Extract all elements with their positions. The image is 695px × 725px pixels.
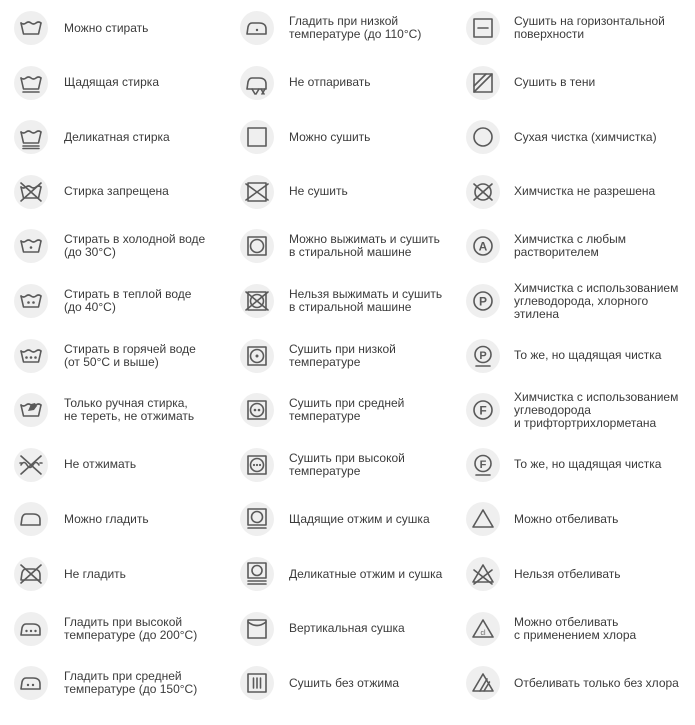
- care-symbol-label: Сушить в тени: [514, 75, 596, 90]
- tumble-dry-icon: [240, 229, 274, 263]
- tumble-dry-high-icon: [240, 448, 274, 482]
- svg-text:F: F: [479, 403, 487, 418]
- svg-text:cl: cl: [480, 629, 486, 637]
- care-symbol-label: То же, но щадящая чистка: [514, 457, 662, 472]
- care-symbol-label: Щадящие отжим и сушка: [289, 511, 430, 526]
- care-symbol-label: Можно сушить: [289, 129, 371, 144]
- washtub-icon: [14, 11, 48, 45]
- care-symbol-label: Можно отбеливать: [514, 511, 619, 526]
- care-symbol-label: Сушить без отжима: [289, 675, 400, 690]
- care-symbol-label: Не сушить: [289, 184, 348, 199]
- care-symbol-label: Стирка запрещена: [64, 184, 169, 199]
- svg-text:P: P: [478, 294, 488, 309]
- care-symbol-label: Химчистка с любым растворителем: [514, 232, 627, 260]
- no-steam-icon: [240, 66, 274, 100]
- care-symbol-label: Химчистка не разрешена: [514, 184, 656, 199]
- do-not-dry-clean-icon: [466, 175, 500, 209]
- care-symbol-label: Можно гладить: [64, 511, 149, 526]
- no-tumble-dry-icon: [240, 284, 274, 318]
- chlorine-bleach-icon: [466, 612, 500, 646]
- care-symbol-label: Можно стирать: [64, 20, 149, 35]
- care-symbol-label: Химчистка с использованием углеводорода и трифтортрихлорметана: [514, 389, 679, 430]
- care-symbol-label: Вертикальная сушка: [289, 621, 405, 636]
- care-symbol-label: Сухая чистка (химчистка): [514, 129, 657, 144]
- care-symbol-label: Химчистка с использованием углеводорода, хлорного этилена: [514, 280, 679, 321]
- iron-low-icon: [240, 11, 274, 45]
- care-symbol-label: Стирать в холодной воде (до 30°C): [64, 232, 206, 260]
- iron-icon: [14, 502, 48, 536]
- care-symbol-label: Не отжимать: [64, 457, 137, 472]
- care-symbol-label: Деликатные отжим и сушка: [289, 566, 443, 581]
- care-symbol-label: Гладить при высокой температуре (до 200°C): [64, 614, 198, 642]
- care-symbol-label: Гладить при низкой температуре (до 110°C): [289, 14, 422, 41]
- bleach-icon: [466, 502, 500, 536]
- care-symbol-label: Нельзя отбеливать: [514, 566, 621, 581]
- non-chlorine-bleach-icon: [466, 666, 500, 700]
- do-not-iron-icon: [14, 557, 48, 591]
- hand-wash-icon: [14, 393, 48, 427]
- wash-warm-icon: [14, 284, 48, 318]
- care-symbol-label: То же, но щадящая чистка: [514, 348, 662, 363]
- dry-clean-p-icon: [466, 284, 500, 318]
- care-symbol-label: Можно отбеливать с применением хлора: [514, 614, 637, 642]
- care-symbol-label: Гладить при средней температуре (до 150°C): [64, 669, 198, 697]
- care-symbol-label: Можно выжимать и сушить в стиральной машине: [289, 232, 440, 260]
- tumble-dry-medium-icon: [240, 393, 274, 427]
- dry-flat-icon: [466, 11, 500, 45]
- do-not-bleach-icon: [466, 557, 500, 591]
- dry-clean-f-icon: [466, 393, 500, 427]
- do-not-wash-icon: [14, 175, 48, 209]
- dry-clean-icon: [466, 120, 500, 154]
- care-symbol-label: Деликатная стирка: [64, 129, 170, 144]
- dry-clean-p-gentle-icon: [466, 339, 500, 373]
- iron-high-icon: [14, 612, 48, 646]
- tumble-dry-delicate-icon: [240, 557, 274, 591]
- care-symbol-label: Не отпаривать: [289, 75, 371, 90]
- dry-clean-f-gentle-icon: [466, 448, 500, 482]
- care-symbol-label: Стирать в теплой воде (до 40°C): [64, 287, 192, 314]
- care-symbol-label: Сушить при низкой температуре: [289, 341, 396, 369]
- delicate-wash-icon: [14, 120, 48, 154]
- care-symbol-label: Сушить при средней температуре: [289, 396, 405, 424]
- dry-shade-icon: [466, 66, 500, 100]
- line-dry-icon: [240, 612, 274, 646]
- care-symbol-label: Стирать в горячей воде (от 50°C и выше): [64, 341, 196, 369]
- iron-medium-icon: [14, 666, 48, 700]
- svg-text:P: P: [479, 349, 487, 362]
- do-not-wring-icon: [14, 448, 48, 482]
- care-symbol-label: Щадящая стирка: [64, 75, 159, 90]
- care-symbol-label: Отбеливать только без хлора: [514, 675, 679, 690]
- tumble-dry-gentle-icon: [240, 502, 274, 536]
- care-symbol-label: Сушить при высокой температуре: [289, 450, 405, 478]
- wash-cold-icon: [14, 229, 48, 263]
- care-symbol-label: Не гладить: [64, 566, 126, 581]
- drip-dry-icon: [240, 666, 274, 700]
- do-not-dry-icon: [240, 175, 274, 209]
- care-symbol-label: Нельзя выжимать и сушить в стиральной машине: [289, 287, 443, 314]
- dry-clean-a-icon: [466, 229, 500, 263]
- svg-text:A: A: [478, 239, 488, 254]
- gentle-wash-icon: [14, 66, 48, 100]
- tumble-dry-low-icon: [240, 339, 274, 373]
- dry-icon: [240, 120, 274, 154]
- care-symbol-label: Сушить на горизонтальной поверхности: [514, 14, 665, 41]
- wash-hot-icon: [14, 339, 48, 373]
- svg-text:F: F: [479, 458, 487, 471]
- care-symbol-label: Только ручная стирка, не тереть, не отжимать: [64, 396, 195, 424]
